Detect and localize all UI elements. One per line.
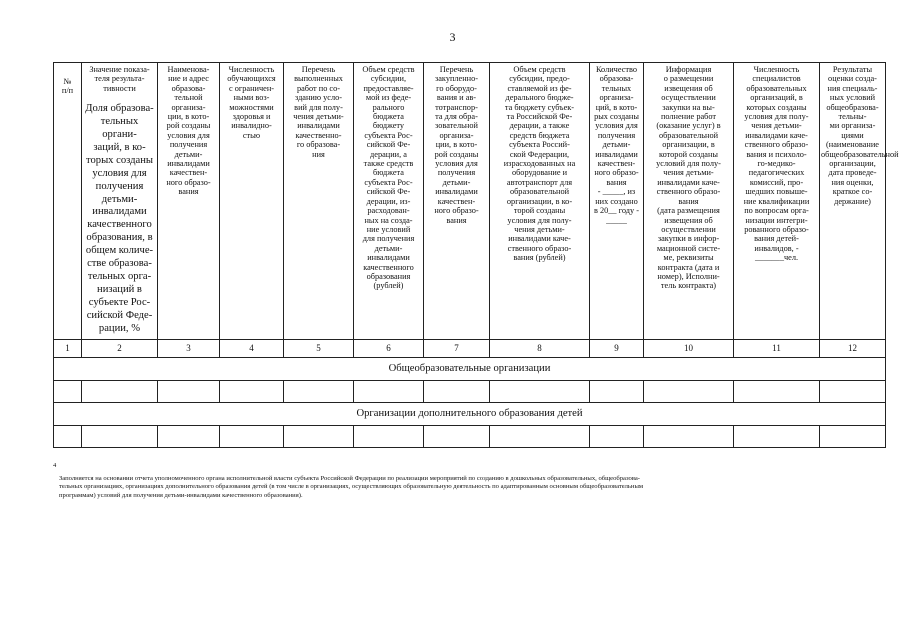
- footnote-text: Заполняется на основании отчета уполномоченного органа исполнительной власти субъекта Российской Федерации по реализации мероприятий по созданию в дошкольных образовательных, общеобразова- тельных организациях, организациях дополнительного образования детей (в том числе в организациях, осуществляющих образовательную деятельность по адаптированным основным общеобразовательным программам) условий для получения детьми-инвалидами качественного образования).: [59, 474, 644, 499]
- table-cell[interactable]: [354, 381, 424, 403]
- col-number: 9: [590, 340, 644, 358]
- col-header-1: № п/п: [54, 63, 82, 340]
- table-cell[interactable]: [220, 381, 284, 403]
- table-cell[interactable]: [284, 426, 354, 448]
- column-numbers-row: [54, 340, 886, 358]
- section-row-additional: [54, 403, 886, 426]
- table-cell[interactable]: [590, 381, 644, 403]
- col-header-6: Объем средств субсидии, предоставляе- мой из феде- рального бюджета бюджету субъекта Рос- сийской Фе- дерации, а также средств бюджета субъекта Рос- сийской Фе- дерации, из- расходован- ных на созда- ние условий для получения детьми- инвалидами качественного образования (рублей): [354, 63, 424, 340]
- section-title: Общеобразовательные организации: [54, 358, 886, 381]
- header-row: [54, 63, 886, 340]
- table-cell[interactable]: [424, 426, 490, 448]
- table-cell[interactable]: [82, 381, 158, 403]
- col-header-3: Наименова- ние и адрес образова- тельной организа- ции, в кото- рой созданы условия для получения детьми- инвалидами качествен- ного образо- вания: [158, 63, 220, 340]
- table-cell[interactable]: [424, 381, 490, 403]
- table-cell[interactable]: [54, 426, 82, 448]
- section-row-general: [54, 358, 886, 381]
- table-cell[interactable]: [820, 381, 886, 403]
- table-cell[interactable]: [158, 426, 220, 448]
- col-header-5: Перечень выполненных работ по со- зданию усло- вий для полу- чения детьми- инвалидами качественно- го образова- ния: [284, 63, 354, 340]
- table-cell[interactable]: [734, 381, 820, 403]
- col-number: 6: [354, 340, 424, 358]
- table-cell[interactable]: [158, 381, 220, 403]
- table-cell[interactable]: [644, 426, 734, 448]
- col-number: 2: [82, 340, 158, 358]
- page-number: 3: [449, 30, 456, 44]
- col-number: 1: [54, 340, 82, 358]
- col-header-12: Результаты оценки созда- ния специаль- ных условий общеобразова- тельны- ми организа- циями (наименование общеобразовательной организации, дата проведе- ния оценки, краткое со- держание): [820, 63, 886, 340]
- table-row: [54, 381, 886, 403]
- table-cell[interactable]: [644, 381, 734, 403]
- col-header-10: Информация о размещении извещения об осуществлении закупки на вы- полнение работ (оказание услуг) в образовательной организации, в которой созданы условий для полу- чения детьми- инвалидами каче- ственного образо- вания (дата размещения извещения об осуществлении закупки в инфор- мационной систе- ме, реквизиты контракта (дата и номер), Исполни- тель контракта): [644, 63, 734, 340]
- table-cell[interactable]: [734, 426, 820, 448]
- section-title: Организации дополнительного образования детей: [54, 403, 886, 426]
- col-header-2: Значение показа- теля результа- тивности Доля образова- тельных органи- заций, в ко- торых созданы условия для получения детьми- инвалидами качественного образования, в общем количе- стве образова- тельных орга- низаций в субъекте Рос- сийской Феде- рации, %: [82, 63, 158, 340]
- table-cell[interactable]: [220, 426, 284, 448]
- col-header-9: Количество образова- тельных организа- ций, в кото- рых созданы условия для получения детьми- инвалидами качествен- ного образо- вания - _____, из них создано в 20__ году - _____: [590, 63, 644, 340]
- footnote-marker: 4: [53, 462, 57, 469]
- col-header-8: Объем средств субсидии, предо- ставляемой из фе- дерального бюдже- та бюджету субъек- та Российской Фе- дерации, а также средств бюджета субъекта Россий- ской Федерации, израсходованных на оборудование и автотранспорт для образовательной организации, в ко- торой созданы условия для полу- чения детьми- инвалидами каче- ственного образо- вания (рублей): [490, 63, 590, 340]
- col-number: 5: [284, 340, 354, 358]
- report-table: [53, 62, 899, 448]
- table-cell[interactable]: [490, 426, 590, 448]
- table-cell[interactable]: [284, 381, 354, 403]
- footnote: [53, 464, 885, 501]
- col-number: 4: [220, 340, 284, 358]
- col-number: 10: [644, 340, 734, 358]
- col-header-7: Перечень закупленно- го оборудо- вания и ав- тотранспор- та для обра- зовательной организа- ции, в кото- рой созданы условия для получения детьми- инвалидами качествен- ного образо- вания: [424, 63, 490, 340]
- table-cell[interactable]: [82, 426, 158, 448]
- col-header-11: Численность специалистов образовательных организаций, в которых созданы условия для полу- чения детьми- инвалидами каче- ственного образо- вания и психоло- го-медико- педагогических комиссий, про- шедших повыше- ние квалификации по вопросам орга- низации интегри- рованного образо- вания детей- инвалидов, - _______чел.: [734, 63, 820, 340]
- col-number: 8: [490, 340, 590, 358]
- col-number: 7: [424, 340, 490, 358]
- table-cell[interactable]: [54, 381, 82, 403]
- table-cell[interactable]: [820, 426, 886, 448]
- table-cell[interactable]: [354, 426, 424, 448]
- table-cell[interactable]: [490, 381, 590, 403]
- col-number: 12: [820, 340, 886, 358]
- table-cell[interactable]: [590, 426, 644, 448]
- col-number: 11: [734, 340, 820, 358]
- table-row: [54, 426, 886, 448]
- col-header-4: Численность обучающихся с ограничен- ными воз- можностями здоровья и инвалидно- стью: [220, 63, 284, 340]
- col-header-2-detail: Доля образова- тельных органи- заций, в ко- торых созданы условия для получения детьми- инвалидами качественного образования, в общем количе- стве образова- тельных орга- низаций в субъекте Рос- сийской Феде- рации, %: [85, 103, 154, 334]
- col-number: 3: [158, 340, 220, 358]
